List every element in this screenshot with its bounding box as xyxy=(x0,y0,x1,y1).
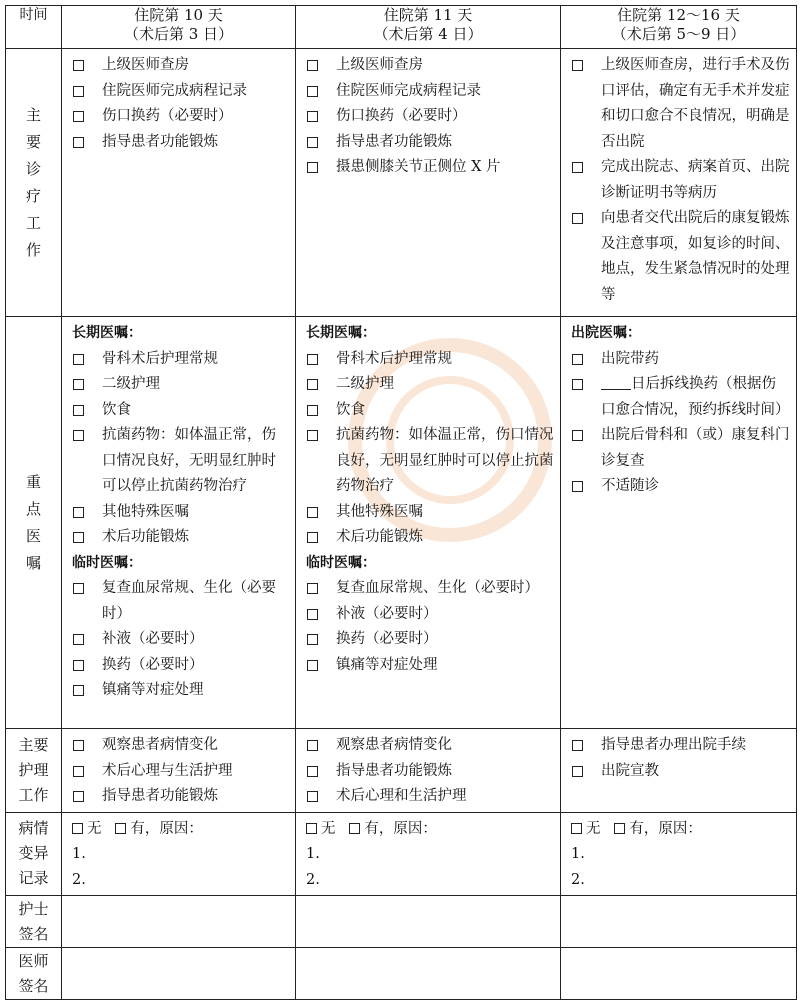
checklist-item[interactable]: 饮食 xyxy=(306,398,554,424)
variation-row xyxy=(6,812,797,896)
checklist-item[interactable]: 饮食 xyxy=(72,398,289,424)
checklist-item[interactable]: 换药（必要时） xyxy=(306,627,554,653)
checklist-item[interactable]: 日后拆线换药（根据伤口愈合情况，预约拆线时间） xyxy=(571,372,790,423)
nursing-row xyxy=(6,729,797,813)
checkbox[interactable] xyxy=(307,507,318,518)
day11-header xyxy=(296,6,561,49)
variation-label: 病情 变异 记录 xyxy=(6,812,62,896)
checkbox[interactable] xyxy=(307,162,318,173)
checkbox[interactable] xyxy=(307,532,318,543)
reason-line-1[interactable]: 1. xyxy=(571,846,585,862)
checklist-item[interactable]: 复查血尿常规、生化（必要时） xyxy=(72,576,289,627)
time-header: 时间 xyxy=(6,6,62,49)
checkbox[interactable] xyxy=(73,583,84,594)
has-variation-checkbox[interactable] xyxy=(115,823,126,834)
pathway-table xyxy=(5,5,797,1000)
checkbox[interactable] xyxy=(73,634,84,645)
orders-row xyxy=(6,317,797,729)
day12-16-subtitle: （术后第 5～9 日） xyxy=(611,25,746,43)
checkbox[interactable] xyxy=(307,405,318,416)
variation-day12-16: 无 有，原因： 1. 2. xyxy=(561,812,797,896)
variation-day10: 无 有，原因： 1. 2. xyxy=(62,812,296,896)
checklist-item[interactable]: 骨科术后护理常规 xyxy=(72,347,289,373)
checklist-item[interactable]: 住院医师完成病程记录 xyxy=(72,79,289,105)
checklist-item[interactable]: 术后心理与生活护理 xyxy=(72,759,289,785)
checkbox[interactable] xyxy=(307,137,318,148)
checkbox[interactable] xyxy=(307,354,318,365)
checkbox[interactable] xyxy=(73,86,84,97)
has-variation-checkbox[interactable] xyxy=(614,823,625,834)
checklist-item[interactable]: 不适随诊 xyxy=(571,474,790,500)
day12-16-title: 住院第 12～16 天 xyxy=(617,6,740,24)
doctor-sign-label: 医师 签名 xyxy=(6,948,62,1000)
day10-header xyxy=(62,6,296,49)
checkbox[interactable] xyxy=(307,660,318,671)
checklist-item[interactable]: 指导患者功能锻炼 xyxy=(306,130,554,156)
nurse-sign-row xyxy=(6,896,797,948)
checkbox[interactable] xyxy=(73,791,84,802)
checkbox[interactable] xyxy=(307,609,318,620)
checklist-item[interactable]: 二级护理 xyxy=(72,372,289,398)
day11-subtitle: （术后第 4 日） xyxy=(373,25,483,43)
checklist-item[interactable]: 补液（必要时） xyxy=(72,627,289,653)
checkbox[interactable] xyxy=(572,213,583,224)
day10-title: 住院第 10 天 xyxy=(134,6,223,24)
checklist-item[interactable]: 复查血尿常规、生化（必要时） xyxy=(306,576,554,602)
checkbox[interactable] xyxy=(73,60,84,71)
checklist-item[interactable]: 出院后骨科和（或）康复科门诊复查 xyxy=(571,423,790,474)
checkbox[interactable] xyxy=(73,379,84,390)
checklist-item[interactable]: 补液（必要时） xyxy=(306,602,554,628)
checklist-item[interactable]: 完成出院志、病案首页、出院诊断证明书等病历 xyxy=(571,155,790,206)
checklist-item[interactable]: 其他特殊医嘱 xyxy=(306,500,554,526)
checkbox[interactable] xyxy=(73,740,84,751)
nursing-day11 xyxy=(296,729,561,813)
doctor-sign-day12-16[interactable] xyxy=(561,948,797,1000)
checklist-item[interactable]: 指导患者办理出院手续 xyxy=(571,733,790,759)
checklist-item[interactable]: 伤口换药（必要时） xyxy=(72,104,289,130)
checkbox[interactable] xyxy=(307,430,318,441)
checkbox[interactable] xyxy=(307,634,318,645)
temporary-orders-title: 临时医嘱： xyxy=(306,554,376,571)
discharge-orders-title: 出院医嘱： xyxy=(571,325,641,341)
checklist-item[interactable]: 其他特殊医嘱 xyxy=(72,500,289,526)
checkbox[interactable] xyxy=(572,354,583,365)
checklist-item[interactable]: 抗菌药物：如体温正常，伤口情况良好，无明显红肿时可以停止抗菌药物治疗 xyxy=(306,423,554,500)
no-variation-checkbox[interactable] xyxy=(306,823,317,834)
checkbox[interactable] xyxy=(73,532,84,543)
checkbox[interactable] xyxy=(73,430,84,441)
variation-day11: 无 有，原因： 1. 2. xyxy=(296,812,561,896)
checkbox[interactable] xyxy=(572,162,583,173)
days-blank-field[interactable] xyxy=(601,375,631,390)
checklist-item[interactable]: 向患者交代出院后的康复锻炼及注意事项，如复诊的时间、地点，发生紧急情况时的处理等 xyxy=(571,206,790,308)
diagnosis-day10 xyxy=(62,49,296,317)
reason-line-2[interactable]: 2. xyxy=(571,871,585,888)
reason-line-1[interactable]: 1. xyxy=(72,846,86,862)
temporary-orders-title: 临时医嘱： xyxy=(72,554,142,571)
nurse-sign-day10[interactable] xyxy=(62,896,296,948)
checkbox[interactable] xyxy=(307,766,318,777)
has-variation-checkbox[interactable] xyxy=(349,823,360,834)
checkbox[interactable] xyxy=(73,111,84,122)
checkbox[interactable] xyxy=(307,60,318,71)
checklist-item[interactable]: 术后功能锻炼 xyxy=(72,525,289,551)
day10-subtitle: （术后第 3 日） xyxy=(123,25,234,43)
checkbox[interactable] xyxy=(572,766,583,777)
no-variation-checkbox[interactable] xyxy=(571,823,582,834)
checkbox[interactable] xyxy=(73,685,84,696)
diagnosis-day12-16 xyxy=(561,49,797,317)
checklist-item[interactable]: 上级医师查房，进行手术及伤口评估，确定有无手术并发症和切口愈合不良情况，明确是否出院 xyxy=(571,53,790,155)
checkbox[interactable] xyxy=(73,405,84,416)
checkbox[interactable] xyxy=(572,379,583,390)
diagnosis-day11 xyxy=(296,49,561,317)
checkbox[interactable] xyxy=(73,660,84,671)
long-term-orders-title: 长期医嘱： xyxy=(306,325,376,341)
day12-16-header xyxy=(561,6,797,49)
diagnosis-row xyxy=(6,49,797,317)
doctor-sign-row xyxy=(6,948,797,1000)
nurse-sign-label: 护士 签名 xyxy=(6,896,62,948)
diagnosis-label: 主 要 诊 疗 工 作 xyxy=(6,49,62,317)
checklist-item[interactable]: 术后心理和生活护理 xyxy=(306,784,554,810)
orders-day10 xyxy=(62,317,296,729)
checklist-item[interactable]: 抗菌药物：如体温正常，伤口情况良好，无明显红肿时可以停止抗菌药物治疗 xyxy=(72,423,289,500)
doctor-sign-day11[interactable] xyxy=(296,948,561,1000)
header-row xyxy=(6,6,797,49)
reason-line-1[interactable]: 1. xyxy=(306,846,320,862)
checkbox[interactable] xyxy=(73,507,84,518)
orders-day11 xyxy=(296,317,561,729)
checklist-item[interactable]: 换药（必要时） xyxy=(72,653,289,679)
checklist-item[interactable]: 上级医师查房 xyxy=(306,53,554,79)
checkbox[interactable] xyxy=(307,583,318,594)
checkbox[interactable] xyxy=(73,354,84,365)
checkbox[interactable] xyxy=(307,379,318,390)
checkbox[interactable] xyxy=(572,740,583,751)
checkbox[interactable] xyxy=(307,791,318,802)
checklist-item[interactable]: 指导患者功能锻炼 xyxy=(72,130,289,156)
checklist-item[interactable]: 指导患者功能锻炼 xyxy=(306,759,554,785)
checklist-item[interactable]: 镇痛等对症处理 xyxy=(72,678,289,704)
orders-day12-16 xyxy=(561,317,797,729)
orders-label: 重 点 医 嘱 xyxy=(6,317,62,729)
nurse-sign-day12-16[interactable] xyxy=(561,896,797,948)
checklist-item[interactable]: 镇痛等对症处理 xyxy=(306,653,554,679)
checklist-item[interactable]: 摄患侧膝关节正侧位 X 片 xyxy=(306,155,554,181)
checklist-item[interactable]: 指导患者功能锻炼 xyxy=(72,784,289,810)
nursing-day12-16 xyxy=(561,729,797,813)
checklist-item[interactable]: 二级护理 xyxy=(306,372,554,398)
checkbox[interactable] xyxy=(572,481,583,492)
day11-title: 住院第 11 天 xyxy=(383,6,473,24)
checkbox[interactable] xyxy=(307,86,318,97)
checklist-item[interactable]: 上级医师查房 xyxy=(72,53,289,79)
checklist-item[interactable]: 住院医师完成病程记录 xyxy=(306,79,554,105)
nursing-day10 xyxy=(62,729,296,813)
checklist-item[interactable]: 观察患者病情变化 xyxy=(306,733,554,759)
checklist-item[interactable]: 术后功能锻炼 xyxy=(306,525,554,551)
reason-line-2[interactable]: 2. xyxy=(306,871,320,888)
nurse-sign-day11[interactable] xyxy=(296,896,561,948)
checklist-item[interactable]: 观察患者病情变化 xyxy=(72,733,289,759)
no-variation-checkbox[interactable] xyxy=(72,823,83,834)
checkbox[interactable] xyxy=(73,766,84,777)
checklist-item[interactable]: 出院带药 xyxy=(571,347,790,373)
checklist-item[interactable]: 出院宣教 xyxy=(571,759,790,785)
nursing-label: 主要 护理 工作 xyxy=(6,729,62,813)
checkbox[interactable] xyxy=(307,111,318,122)
checklist-item[interactable]: 骨科术后护理常规 xyxy=(306,347,554,373)
checkbox[interactable] xyxy=(73,137,84,148)
checkbox[interactable] xyxy=(307,740,318,751)
checklist-item[interactable]: 伤口换药（必要时） xyxy=(306,104,554,130)
checkbox[interactable] xyxy=(572,60,583,71)
long-term-orders-title: 长期医嘱： xyxy=(72,325,142,341)
checkbox[interactable] xyxy=(572,430,583,441)
reason-line-2[interactable]: 2. xyxy=(72,871,86,888)
doctor-sign-day10[interactable] xyxy=(62,948,296,1000)
